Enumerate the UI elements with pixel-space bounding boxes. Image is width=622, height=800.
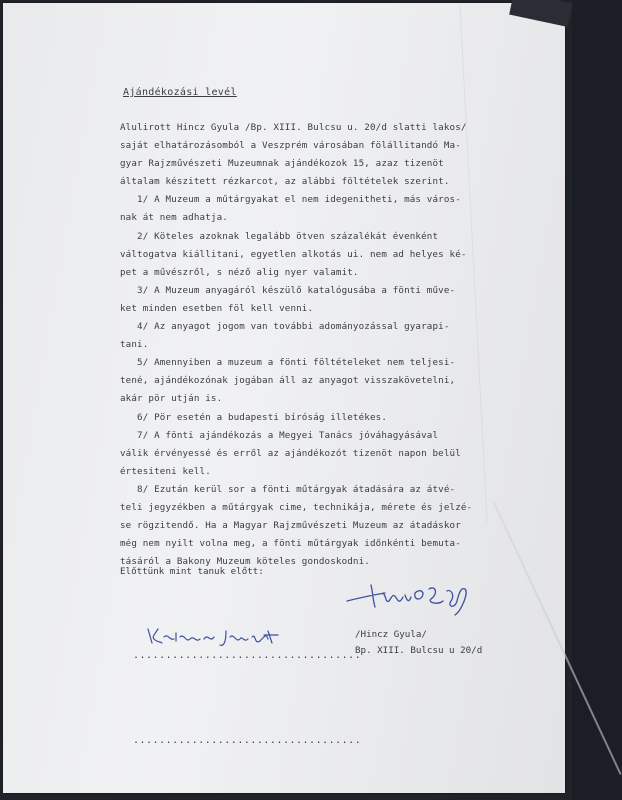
- document-line: 7/ A fönti ajándékozás a Megyei Tanács jóváhagyásával: [120, 429, 439, 441]
- document-line: tené, ajándékozónak jogában áll az anyagot visszakövetelni,: [120, 375, 456, 387]
- document-line: tásáról a Bakony Muzeum köteles gondoskodni.: [120, 556, 370, 568]
- document-line: értesiteni kell.: [120, 465, 211, 477]
- signer-block: [355, 627, 482, 659]
- witness-signature-line-1: ...................................: [133, 650, 362, 661]
- signer-address: Bp. XIII. Bulcsu u 20/d: [355, 645, 483, 656]
- document-line: akár pör utján is.: [120, 393, 223, 405]
- document-line: válik érvényessé és erről az ajándékozót tizenöt napon belül: [120, 447, 461, 459]
- document-line: 4/ Az anyagot jogom van további adományozással gyarapi-: [120, 321, 450, 333]
- document-line: 3/ A Muzeum anyagáról készülő katalógusába a fönti műve-: [120, 284, 456, 296]
- document-line: Alulirott Hincz Gyula /Bp. XIII. Bulcsu u. 20/d slatti lakos/: [120, 122, 467, 133]
- document-line: 1/ A Muzeum a műtárgyakat el nem idegenitheti, más város-: [120, 194, 461, 206]
- signer-name: /Hincz Gyula/: [355, 629, 427, 640]
- document-line: 8/ Ezután kerül sor a fönti műtárgyak átadására az átvé-: [120, 483, 456, 495]
- document-line: ket minden esetben föl kell venni.: [120, 302, 314, 314]
- document-line: 2/ Köteles azoknak legalább ötven százalékát évenként: [120, 230, 439, 242]
- document-line: tani.: [120, 339, 149, 351]
- document-line: még nem nyilt volna meg, a fönti műtárgyak időnkénti bemuta-: [120, 538, 461, 550]
- witness-label: Előttünk mint tanuk előtt:: [120, 566, 264, 577]
- witness-handwritten-signature: [146, 621, 286, 649]
- document-line: saját elhatározásomból a Veszprém városában fölállitandó Ma-: [120, 140, 461, 152]
- document-line: pet a művészről, s néző alig nyer valamit.: [120, 266, 359, 278]
- document-line: teli jegyzékben a műtárgyak cime, technikája, mérete és jelzé-: [120, 501, 473, 513]
- document-body: [120, 119, 550, 571]
- handwritten-signature: [343, 571, 503, 621]
- document-line: általam készitett rézkarcot, az alábbi föltételek szerint.: [120, 176, 450, 188]
- document-line: gyar Rajzművészeti Muzeumnak ajándékozok 15, azaz tizenöt: [120, 158, 444, 170]
- document-line: se rögzitendő. Ha a Magyar Rajzművészeti Muzeum az átadáskor: [120, 520, 461, 532]
- document-title: Ajándékozási levél: [123, 87, 237, 98]
- document-line: nak át nem adhatja.: [120, 212, 228, 224]
- document-line: váltogatva kiállitani, egyetlen alkotás ui. nem ad helyes ké-: [120, 248, 467, 260]
- document-line: 5/ Amennyiben a muzeum a fönti föltételeket nem teljesi-: [120, 357, 456, 369]
- document-page: [3, 3, 565, 793]
- folded-corner: [509, 0, 573, 27]
- witness-signature-line-2: ...................................: [133, 735, 362, 746]
- document-line: 6/ Pör esetén a budapesti bíróság illetékes.: [120, 411, 388, 423]
